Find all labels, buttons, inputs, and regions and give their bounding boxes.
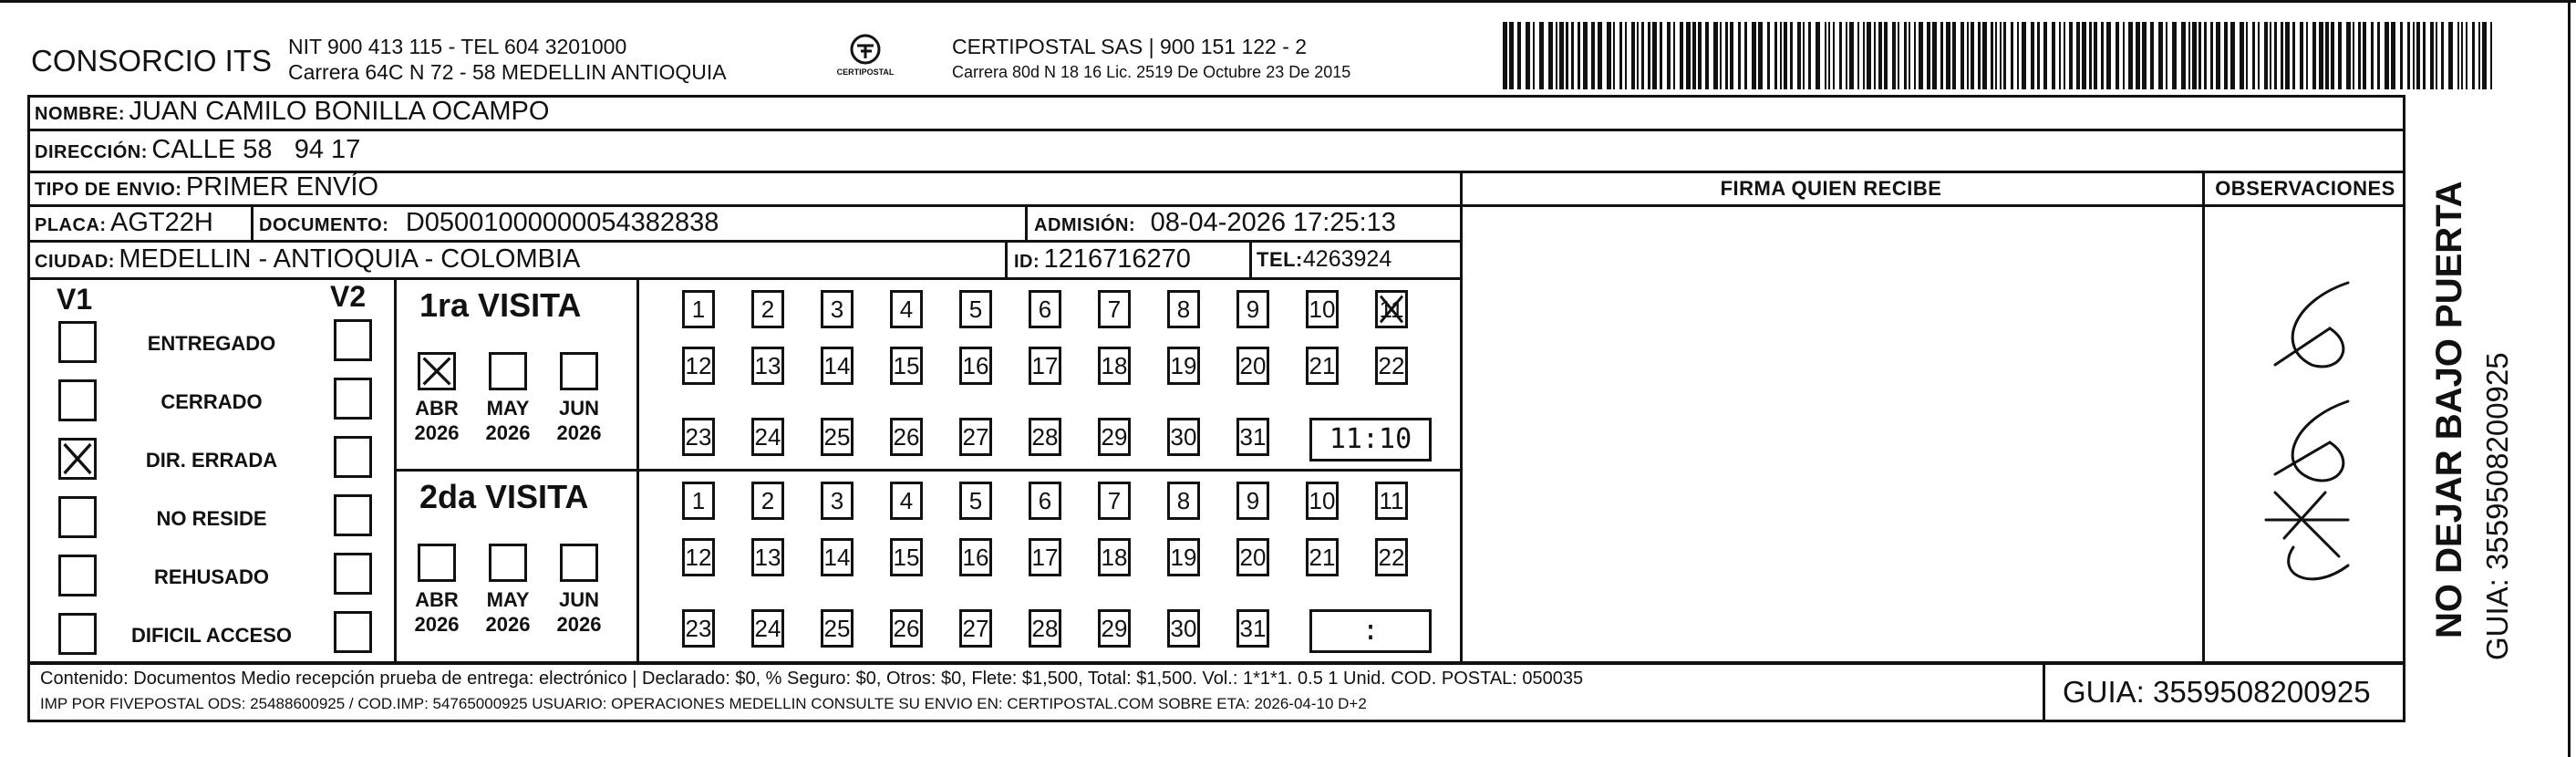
v1-label: V1 (57, 283, 93, 316)
visit-title: 1ra VISITA (419, 286, 582, 324)
month-checkbox[interactable] (560, 544, 598, 582)
visit-time-box[interactable]: 11:10 (1309, 418, 1432, 461)
day-box[interactable]: 12 (682, 347, 715, 385)
placa-field (35, 208, 213, 238)
status-label: NO RESIDE (156, 507, 267, 530)
day-box[interactable]: 8 (1167, 482, 1200, 520)
month-year: 2026 (485, 613, 531, 636)
v2-checkbox[interactable] (334, 436, 372, 478)
v2-label: V2 (330, 280, 367, 313)
barcode (1503, 22, 2497, 89)
footer-divider (2043, 662, 2045, 722)
day-box[interactable]: 21 (1306, 347, 1339, 385)
id-value: 1216716270 (1043, 244, 1191, 274)
firma-header-line (1460, 204, 2405, 207)
day-box[interactable]: 11 (1375, 290, 1408, 328)
observaciones-handwriting (2239, 264, 2375, 611)
cell-divider (1025, 204, 1028, 241)
day-box[interactable]: 2 (751, 290, 784, 328)
month-checkbox[interactable] (418, 544, 456, 582)
day-box[interactable]: 22 (1375, 347, 1408, 385)
footer-guia: GUIA: 3559508200925 (2063, 675, 2371, 709)
day-box[interactable]: 24 (751, 418, 784, 456)
company-name: CONSORCIO ITS (31, 44, 273, 78)
side-warning (2429, 128, 2470, 638)
row-line (27, 171, 2405, 173)
month-label (476, 587, 540, 637)
day-box[interactable]: 14 (821, 538, 853, 576)
day-box[interactable]: 6 (1029, 482, 1061, 520)
direccion-value: CALLE 58 94 17 (151, 135, 361, 164)
tipo-label: TIPO DE ENVIO: (35, 180, 182, 200)
day-box[interactable]: 17 (1029, 538, 1061, 576)
day-box[interactable]: 17 (1029, 347, 1061, 385)
admision-value: 08-04-2026 17:25:13 (1150, 208, 1396, 237)
id-label: ID: (1014, 252, 1040, 272)
day-box[interactable]: 25 (821, 418, 853, 456)
ciudad-value: MEDELLIN - ANTIOQUIA - COLOMBIA (119, 244, 581, 274)
direccion-field (35, 135, 360, 165)
day-box[interactable]: 12 (682, 538, 715, 576)
day-box[interactable]: 25 (821, 609, 853, 648)
tipo-value: PRIMER ENVÍO (185, 172, 379, 202)
right-border (2568, 0, 2571, 757)
month-checkbox[interactable] (489, 544, 527, 582)
placa-label: PLACA: (35, 215, 107, 235)
month-label (547, 587, 611, 637)
nombre-value: JUAN CAMILO BONILLA OCAMPO (129, 97, 550, 126)
ciudad-label: CIUDAD: (35, 252, 115, 272)
visit-time-box[interactable]: : (1309, 609, 1432, 653)
day-box[interactable]: 23 (682, 609, 715, 648)
v2-checkbox[interactable] (334, 611, 372, 653)
month-name: ABR (415, 588, 459, 611)
day-box[interactable]: 23 (682, 418, 715, 456)
certipostal-logo (835, 31, 895, 86)
company-address: Carrera 64C N 72 - 58 MEDELLIN ANTIOQUIA (288, 60, 727, 84)
tel-field (1257, 246, 1391, 273)
day-box[interactable]: 16 (959, 347, 992, 385)
v1-checkbox[interactable] (58, 555, 97, 596)
day-box[interactable]: 14 (821, 347, 853, 385)
v1-checkbox[interactable] (58, 438, 97, 480)
day-box[interactable]: 29 (1098, 418, 1131, 456)
day-box[interactable]: 30 (1167, 609, 1200, 648)
status-label: CERRADO (160, 390, 263, 413)
day-box[interactable]: 13 (751, 538, 784, 576)
day-box[interactable]: 20 (1236, 347, 1269, 385)
v1-checkbox[interactable] (58, 379, 97, 421)
day-box[interactable]: 27 (959, 609, 992, 648)
row-line (27, 240, 1463, 243)
day-box[interactable]: 26 (890, 418, 923, 456)
day-box[interactable]: 5 (959, 482, 992, 520)
month-checkbox[interactable] (418, 352, 456, 390)
row-line (27, 277, 1463, 280)
footer-line-2: IMP POR FIVEPOSTAL ODS: 25488600925 / COD.IMP: 54765000925 USUARIO: OPERACIONES MEDELLIN CONSULTE SU ENVIO EN: CERTIPOSTAL.COM SOBRE ETA: 2026-04-10 D+2 (40, 695, 1367, 712)
side-guia-text: GUIA: 3559508200925 (2480, 352, 2514, 660)
day-box[interactable]: 27 (959, 418, 992, 456)
day-box[interactable]: 3 (821, 482, 853, 520)
month-label (547, 396, 611, 445)
top-border (0, 0, 2576, 3)
status-label: DIR. ERRADA (145, 449, 278, 472)
month-checkbox[interactable] (489, 352, 527, 390)
obs-divider (2202, 171, 2205, 664)
firma-label: FIRMA QUIEN RECIBE (1720, 177, 1942, 200)
cell-divider (251, 204, 253, 241)
day-box[interactable]: 9 (1236, 482, 1269, 520)
id-field (1014, 244, 1191, 275)
month-year: 2026 (556, 421, 602, 444)
day-box[interactable]: 2 (751, 482, 784, 520)
documento-field (259, 208, 719, 238)
cell-divider (1249, 240, 1252, 278)
cell-divider (1005, 240, 1008, 278)
month-name: MAY (486, 397, 530, 420)
day-box[interactable]: 16 (959, 538, 992, 576)
day-box[interactable]: 24 (751, 609, 784, 648)
month-name: ABR (415, 397, 459, 420)
month-name: JUN (558, 397, 599, 420)
day-box[interactable]: 13 (751, 347, 784, 385)
v1-checkbox[interactable] (58, 321, 97, 363)
tel-value: 4263924 (1302, 246, 1392, 272)
day-box[interactable]: 26 (890, 609, 923, 648)
firma-divider (1460, 171, 1463, 664)
day-box[interactable]: 7 (1098, 290, 1131, 328)
carrier-name: CERTIPOSTAL SAS | 900 151 122 - 2 (952, 35, 1308, 58)
month-year: 2026 (414, 613, 460, 636)
side-warning-text: NO DEJAR BAJO PUERTA (2429, 181, 2469, 638)
day-box[interactable]: 15 (890, 538, 923, 576)
footer-line-1: Contenido: Documentos Medio recepción prueba de entrega: electrónico | Declarado: $0, % Seguro: $0, Otros: $0, Flete: $1,500, Total: $1,500. Vol.: 1*1*1. 0.5 1 Unid. COD. POSTAL: 050035 (40, 669, 1584, 689)
day-box[interactable]: 11 (1375, 482, 1408, 520)
day-box[interactable]: 28 (1029, 418, 1061, 456)
company-nit: NIT 900 413 115 - TEL 604 3201000 (288, 35, 627, 58)
day-box[interactable]: 9 (1236, 290, 1269, 328)
row-line (27, 129, 2405, 131)
day-box[interactable]: 6 (1029, 290, 1061, 328)
month-name: JUN (558, 588, 599, 611)
side-guia (2480, 150, 2515, 660)
day-box[interactable]: 22 (1375, 538, 1408, 576)
day-box[interactable]: 1 (682, 290, 715, 328)
status-label: REHUSADO (154, 565, 269, 588)
nombre-label: NOMBRE: (35, 104, 126, 124)
visit-title: 2da VISITA (419, 478, 589, 515)
day-box[interactable]: 8 (1167, 290, 1200, 328)
day-box[interactable]: 19 (1167, 347, 1200, 385)
carrier-license: Carrera 80d N 18 16 Lic. 2519 De Octubre 23 De 2015 (952, 63, 1351, 81)
admision-label: ADMISIÓN: (1034, 215, 1136, 235)
day-box[interactable]: 4 (890, 482, 923, 520)
nombre-field (35, 97, 549, 127)
day-box[interactable]: 21 (1306, 538, 1339, 576)
documento-label: DOCUMENTO: (259, 215, 389, 235)
status-label: ENTREGADO (147, 332, 276, 355)
ciudad-field (35, 244, 580, 275)
month-label (405, 587, 469, 637)
day-box[interactable]: 10 (1306, 482, 1339, 520)
observaciones-label: OBSERVACIONES (2215, 177, 2395, 200)
day-box[interactable]: 5 (959, 290, 992, 328)
month-checkbox[interactable] (560, 352, 598, 390)
status-label: DIFICIL ACCESO (130, 624, 292, 647)
day-box[interactable]: 19 (1167, 538, 1200, 576)
documento-value: D05001000000054382838 (405, 208, 719, 237)
v2-checkbox[interactable] (334, 553, 372, 595)
tipo-field (35, 172, 378, 202)
month-year: 2026 (556, 613, 602, 636)
day-box[interactable]: 15 (890, 347, 923, 385)
v1-checkbox[interactable] (58, 613, 97, 655)
day-box[interactable]: 10 (1306, 290, 1339, 328)
tel-label: TEL: (1257, 248, 1303, 271)
month-year: 2026 (485, 421, 531, 444)
day-box[interactable]: 20 (1236, 538, 1269, 576)
day-box[interactable]: 28 (1029, 609, 1061, 648)
month-label (476, 396, 540, 445)
day-box[interactable]: 7 (1098, 482, 1131, 520)
day-box[interactable]: 1 (682, 482, 715, 520)
v2-checkbox[interactable] (334, 378, 372, 420)
day-box[interactable]: 4 (890, 290, 923, 328)
month-label (405, 396, 469, 445)
day-box[interactable]: 18 (1098, 538, 1131, 576)
visit-separator (394, 469, 1461, 472)
month-name: MAY (486, 588, 530, 611)
day-box[interactable]: 3 (821, 290, 853, 328)
placa-value: AGT22H (110, 208, 213, 237)
logo-text: CERTIPOSTAL (836, 67, 895, 77)
day-box[interactable]: 29 (1098, 609, 1131, 648)
day-box[interactable]: 30 (1167, 418, 1200, 456)
admision-field (1034, 208, 1396, 238)
direccion-label: DIRECCIÓN: (35, 142, 148, 162)
day-box[interactable]: 18 (1098, 347, 1131, 385)
v2-checkbox[interactable] (334, 319, 372, 361)
day-box[interactable]: 31 (1236, 609, 1269, 648)
month-year: 2026 (414, 421, 460, 444)
v1-checkbox[interactable] (58, 496, 97, 538)
day-box[interactable]: 31 (1236, 418, 1269, 456)
v2-checkbox[interactable] (334, 494, 372, 536)
